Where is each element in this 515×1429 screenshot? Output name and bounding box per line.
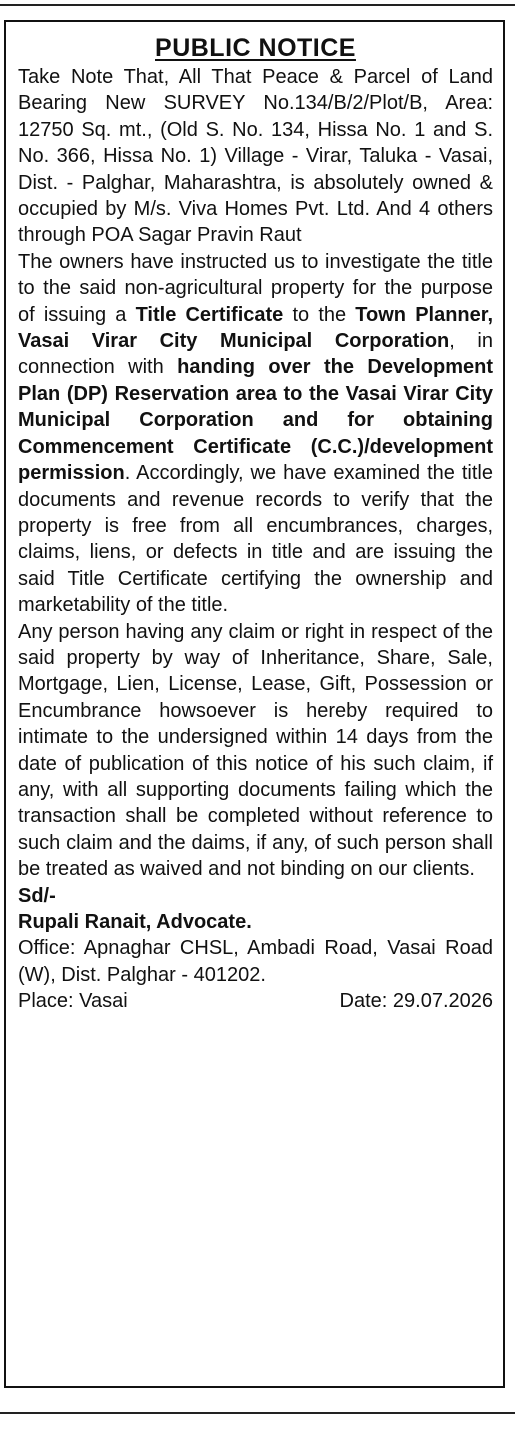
bottom-divider-rule (0, 1412, 515, 1414)
instruction-text-4: . Accordingly, we have examined the title documents and revenue records to verify that the property is free from all encumbrances, charges, claims, liens, or defects in title and are issuing the said Title Certificate certifying the ownership and marketability of the title. (18, 462, 493, 617)
top-divider-rule (0, 4, 515, 6)
place-date-row (18, 988, 493, 1014)
handing-over-term: handing over the Development Plan (DP) Reservation area to the Vasai Virar City Municipal Corporation and for obtaining Commencement Certificate (C.C.)/development permission (18, 356, 494, 485)
claims-paragraph: Any person having any claim or right in respect of the said property by way of Inheritance, Share, Sale, Mortgage, Lien, License, Lease, Gift, Possession or Encumbrance howsoever is hereby required to intimate to the undersigned within 14 days from the date of publication of this notice of his such claim, if any, with all supporting documents failing which the transaction shall be completed without reference to such claim and the daims, if any, of such person shall be treated as waived and not binding on our clients. (18, 620, 493, 881)
notice-title: PUBLIC NOTICE (155, 34, 356, 62)
title-certificate-term: Title Certificate (135, 303, 284, 326)
date-label: Date: 29.07.2026 (339, 990, 493, 1013)
instruction-text-1: The owners have instructed us to investigate the title to the said non-agricultural property for the purpose of issuing a (18, 250, 493, 326)
instruction-text-2: to the (283, 303, 356, 326)
signatory-name: Rupali Ranait, Advocate. (18, 911, 252, 933)
signature-mark: Sd/- (18, 884, 56, 907)
instruction-text-3: , in connection with (18, 330, 493, 379)
place-label: Place: Vasai (18, 990, 128, 1013)
notice-content (18, 34, 493, 1015)
public-notice-box (4, 20, 505, 1388)
property-description-paragraph: Take Note That, All That Peace & Parcel of Land Bearing New SURVEY No.134/B/2/Plot/B, Area: 12750 Sq. mt., (Old S. No. 134, Hissa No. 1 and S. No. 366, Hissa No. 1) Village - Virar, Taluka - Vasai, Dist. - Palghar, Maharashtra, is absolutely owned & occupied by M/s. Viva Homes Pvt. Ltd. And 4 others through POA Sagar Pravin Raut (18, 66, 493, 247)
instruction-paragraph (18, 249, 493, 619)
office-address: Office: Apnaghar CHSL, Ambadi Road, Vasai Road (W), Dist. Palghar - 401202. (18, 937, 493, 986)
town-planner-term: Town Planner, Vasai Virar City Municipal Corporation (18, 303, 493, 353)
